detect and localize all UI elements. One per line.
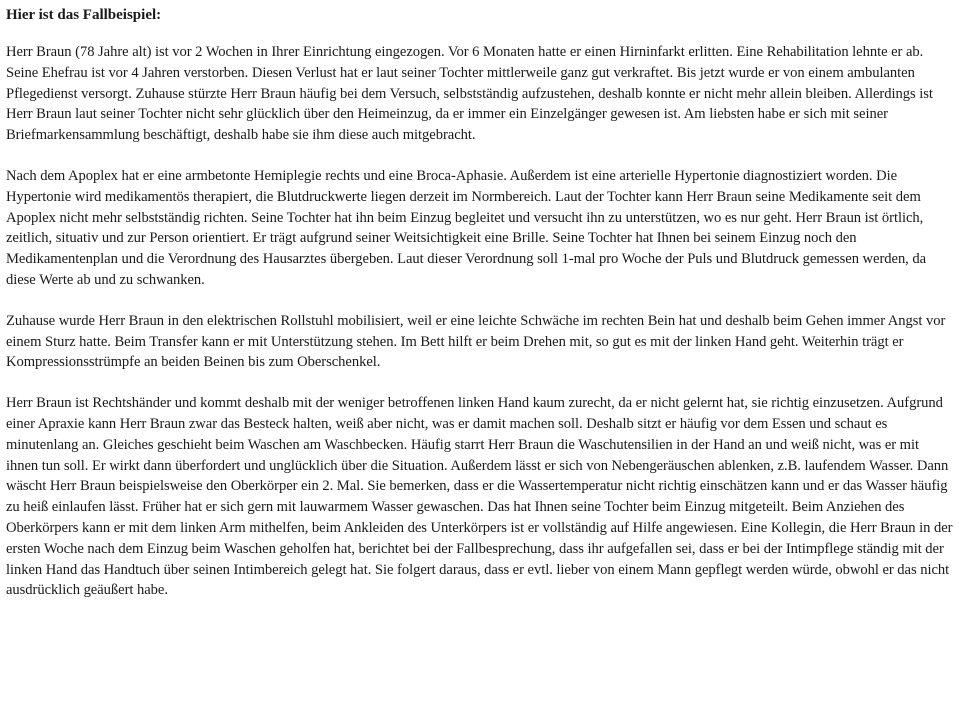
paragraph-self-care: Herr Braun ist Rechtshänder und kommt deshalb mit der weniger betroffenen linken Hand kaum zurecht, da er nicht gelernt hat, sie richtig einzusetzen. Aufgrund einer Apraxie kann Herr Braun zwar das Besteck halten, weiß aber nicht, was er damit machen soll. Deshalb sitzt er häufig vor dem Essen und schaut es minutenlang an. Gleiches geschieht beim Waschen am Waschbecken. Häufig starrt Herr Braun die Waschutensilien in der Hand an und weiß nicht, was er mit ihnen tun soll. Er wirkt dann überfordert und unglücklich über die Situation. Außerdem lässt er sich von Nebengeräuschen ablenken, z.B. laufendem Wasser. Dann wäscht Herr Braun beispielsweise den Oberkörper ein 2. Mal. Sie bemerken, dass er die Wassertemperatur nicht richtig einschätzen kann und er das Wasser häufig zu heiß einlaufen lässt. Früher hat er sich gern mit lauwarmem Wasser gewaschen. Das hat Ihnen seine Tochter beim Einzug mitgeteilt. Beim Anziehen des Oberkörpers kann er mit dem linken Arm mithelfen, beim Ankleiden des Unterkörpers ist er vollständig auf Hilfe angewiesen. Eine Kollegin, die Herr Braun in der ersten Woche nach dem Einzug beim Waschen geholfen hat, berichtet bei der Fallbesprechung, dass ihr aufgefallen sei, dass er bei der Intimpflege ständig mit der linken Hand das Handtuch über seinen Intimbereich gelegt hat. Sie folgert daraus, dass er evtl. lieber von einem Mann gepflegt werden würde, obwohl er das nicht ausdrücklich geäußert habe.	[6, 395, 953, 599]
paragraph-diagnosis: Nach dem Apoplex hat er eine armbetonte Hemiplegie rechts und eine Broca-Aphasie. Außerdem ist eine arterielle Hypertonie diagnostiziert worden. Die Hypertonie wird medikamentös therapiert, die Blutdruckwerte liegen derzeit im Normbereich. Laut der Tochter kann Herr Braun seine Medikamente seit dem Apoplex nicht mehr selbstständig richten. Seine Tochter hat ihn beim Einzug begleitet und versucht ihn zu unterstützen, wo es nur geht. Herr Braun ist örtlich, zeitlich, situativ und zur Person orientiert. Er trägt aufgrund seiner Weitsichtigkeit eine Brille. Seine Tochter hat Ihnen bei seinem Einzug noch den Medikamentenplan und die Verordnung des Hausarztes übergeben. Laut dieser Verordnung soll 1-mal pro Woche der Puls und Blutdruck gemessen werden, da diese Werte ab und zu schwanken.	[6, 167, 927, 288]
document-title: Hier ist das Fallbeispiel:	[6, 7, 162, 23]
paragraph-mobility: Zuhause wurde Herr Braun in den elektrischen Rollstuhl mobilisiert, weil er eine leichte Schwäche im rechten Bein hat und deshalb beim Gehen immer Angst vor einem Sturz hatte. Beim Transfer kann er mit Unterstützung stehen. Im Bett hilft er beim Drehen mit, so gut es mit der linken Hand geht. Weiterhin trägt er Kompressionsstrümpfe an beiden Beinen bis zum Oberschenkel.	[6, 312, 946, 371]
paragraph-background: Herr Braun (78 Jahre alt) ist vor 2 Wochen in Ihrer Einrichtung eingezogen. Vor 6 Monaten hatte er einen Hirninfarkt erlitten. Eine Rehabilitation lehnte er ab. Seine Ehefrau ist vor 4 Jahren verstorben. Diesen Verlust hat er laut seiner Tochter mittlerweile ganz gut verkraftet. Bis jetzt wurde er von einem ambulanten Pflegedienst versorgt. Zuhause stürzte Herr Braun häufig bei dem Versuch, selbstständig aufzustehen, deshalb konnte er nicht mehr allein bleiben. Allerdings ist Herr Braun laut seiner Tochter nicht sehr glücklich über den Heimeinzug, da er immer ein Einzelgänger gewesen ist. Am liebsten habe er sich mit seiner Briefmarkensammlung beschäftigt, deshalb habe sie ihm diese auch mitgebracht.	[6, 44, 933, 144]
